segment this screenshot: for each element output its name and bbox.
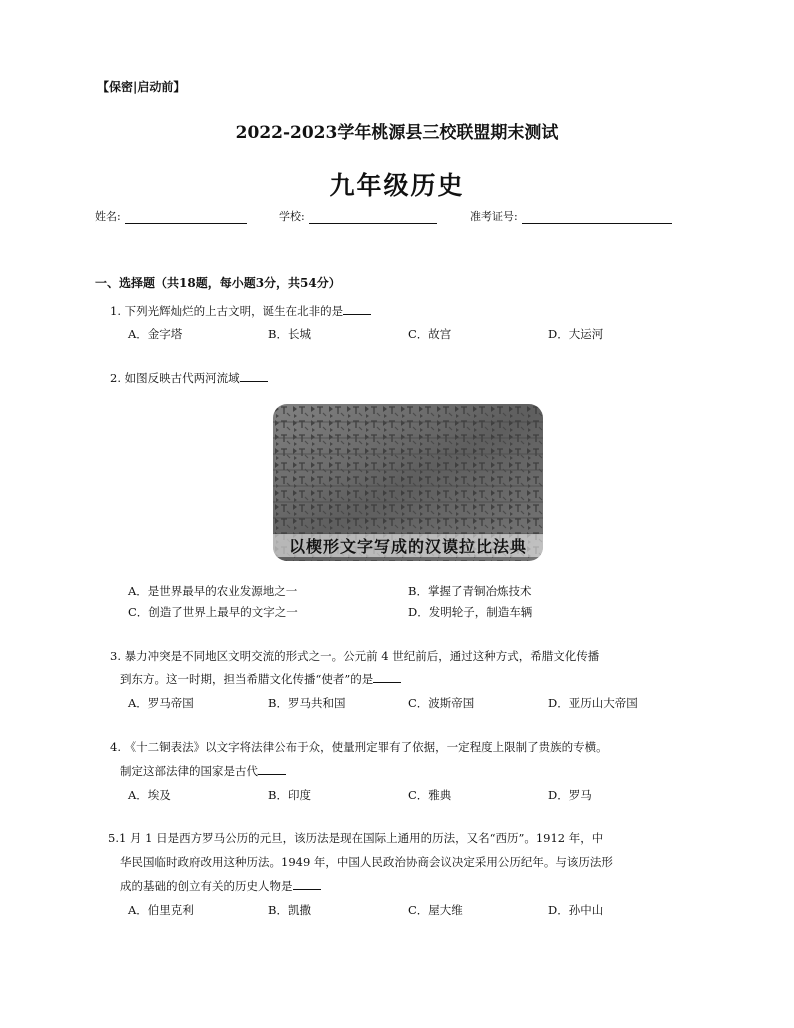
question-text: 成的基础的创立有关的历史人物是 — [120, 879, 293, 893]
answer-blank[interactable] — [293, 879, 321, 890]
option-c[interactable]: C．波斯帝国 — [408, 696, 475, 710]
question-text: 2. 如图反映古代两河流域 — [110, 371, 240, 385]
question-3 — [110, 648, 599, 664]
option-c[interactable]: C．雅典 — [408, 788, 452, 802]
answer-blank[interactable] — [258, 764, 286, 775]
option-b[interactable]: B．印度 — [268, 788, 311, 802]
question-text: 制定这部法律的国家是古代 — [120, 764, 258, 778]
exam-title: 2022-2023学年桃源县三校联盟期末测试 — [235, 123, 559, 143]
name-field[interactable] — [95, 208, 247, 224]
option-b[interactable]: B．长城 — [268, 327, 311, 341]
answer-blank[interactable] — [240, 371, 268, 382]
option-c[interactable]: C．故宫 — [408, 327, 452, 341]
name-label: 姓名: — [95, 210, 121, 223]
option-b[interactable]: B．掌握了青铜冶炼技术 — [408, 584, 532, 598]
question-5-line-3 — [120, 878, 321, 894]
option-a[interactable]: A．埃及 — [128, 788, 171, 802]
question-5-line-2 — [120, 854, 613, 870]
question-4 — [110, 739, 608, 755]
exam-id-field[interactable] — [470, 208, 672, 224]
question-4-line-2 — [120, 763, 286, 779]
question-text: 4. 《十二铜表法》以文字将法律公布于众，使量刑定罪有了依据，一定程度上限制了贵族的专横。 — [110, 740, 608, 754]
exam-subtitle: 九年级历史 — [329, 171, 465, 200]
question-text: 到东方。这一时期，担当希腊文化传播“使者”的是 — [120, 672, 374, 686]
option-d[interactable]: D．孙中山 — [548, 903, 604, 917]
school-field[interactable] — [279, 208, 437, 224]
question-text: 5.1 月 1 日是西方罗马公历的元旦，该历法是现在国际上通用的历法，又名“西历”。1912 年，中 — [108, 831, 604, 845]
question-1 — [110, 303, 371, 319]
name-blank[interactable] — [125, 211, 247, 224]
option-a[interactable]: A．是世界最早的农业发源地之一 — [128, 584, 298, 598]
confidential-tag: 【保密|启动前】 — [97, 80, 186, 94]
answer-blank[interactable] — [343, 304, 371, 315]
option-a[interactable]: A．伯里克利 — [128, 903, 194, 917]
exam-id-label: 准考证号: — [470, 210, 518, 223]
option-b[interactable]: B．罗马共和国 — [268, 696, 346, 710]
option-c[interactable]: C．屋大维 — [408, 903, 463, 917]
option-d[interactable]: D．亚历山大帝国 — [548, 696, 638, 710]
option-b[interactable]: B．凯撒 — [268, 903, 311, 917]
option-c[interactable]: C．创造了世界上最早的文字之一 — [128, 605, 298, 619]
question-text: 1. 下列光辉灿烂的上古文明，诞生在北非的是 — [110, 304, 344, 318]
school-label: 学校: — [279, 210, 305, 223]
option-d[interactable]: D．发明轮子，制造车辆 — [408, 605, 533, 619]
figure-caption: 以楔形文字写成的汉谟拉比法典 — [273, 534, 543, 557]
question-5 — [108, 830, 603, 846]
option-d[interactable]: D．罗马 — [548, 788, 592, 802]
question-2 — [110, 370, 268, 386]
question-text: 3. 暴力冲突是不同地区文明交流的形式之一。公元前 4 世纪前后，通过这种方式，希腊文化传播 — [110, 649, 600, 663]
option-d[interactable]: D．大运河 — [548, 327, 604, 341]
option-a[interactable]: A．罗马帝国 — [128, 696, 194, 710]
question-3-line-2 — [120, 671, 401, 687]
question-text: 华民国临时政府改用这种历法。1949 年，中国人民政治协商会议决定采用公历纪年。与该历法形 — [120, 855, 613, 869]
school-blank[interactable] — [309, 211, 437, 224]
section-title: 一、选择题（共18题，每小题3分，共54分） — [95, 276, 341, 290]
hammurabi-code-image — [273, 404, 543, 561]
answer-blank[interactable] — [373, 672, 401, 683]
exam-id-blank[interactable] — [522, 211, 672, 224]
option-a[interactable]: A．金字塔 — [128, 327, 183, 341]
